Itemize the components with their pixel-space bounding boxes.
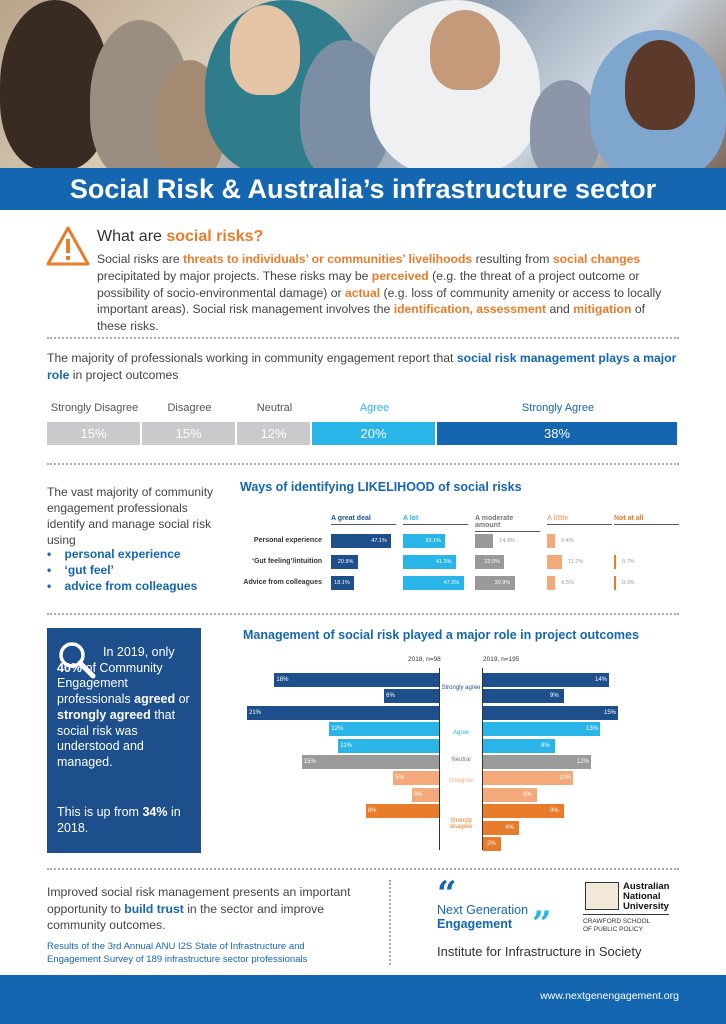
likelihood-value: 11.7% <box>567 559 584 565</box>
logo-line2: Engagement <box>437 917 513 931</box>
likelihood-row-label: Advice from colleagues <box>243 579 322 586</box>
vertical-divider <box>389 880 391 965</box>
majority-text: The majority of professionals working in community engagement report that social risk management plays a major role in project outcomes <box>47 351 677 382</box>
likelihood-value: 6.4% <box>561 538 574 544</box>
likelihood-row-label: Personal experience <box>253 537 322 544</box>
management-value: 6% <box>386 693 395 700</box>
callout-box <box>47 628 201 853</box>
text-run: social changes <box>552 252 641 266</box>
likelihood-bar <box>547 555 562 569</box>
anu-name-3: University <box>623 901 669 912</box>
anu-logo <box>583 880 683 940</box>
text-run: precipitated by major projects. These risks may be <box>97 268 372 283</box>
crawford-2: OF PUBLIC POLICY <box>583 926 643 933</box>
management-bar-2018 <box>329 722 439 736</box>
bullet-item: • advice from colleagues <box>47 579 198 593</box>
management-value: 2% <box>487 841 496 847</box>
text-run: resulting from <box>472 252 553 266</box>
text-run: Social risks are <box>97 252 184 266</box>
quote-open-icon: “ <box>437 874 457 914</box>
right-header: 2019, n=195 <box>483 656 520 663</box>
management-value: 15% <box>604 709 617 716</box>
likelihood-value: 0.3% <box>622 580 635 586</box>
management-value: 8% <box>367 808 377 815</box>
likelihood-column-header: A moderate amount <box>475 515 540 532</box>
likelihood-value: 41.3% <box>435 559 452 565</box>
institute-name: Institute for Infrastructure in Society <box>437 944 642 959</box>
likelihood-value: 23.0% <box>484 559 501 565</box>
anu-name-2: National <box>623 891 661 902</box>
agreement-label: Neutral <box>256 402 293 414</box>
likelihood-bar <box>547 534 555 548</box>
management-group-label: Strongly disagree <box>449 818 473 830</box>
likelihood-value: 47.1% <box>371 538 387 544</box>
management-value: 14% <box>595 677 608 683</box>
hero-photo <box>0 0 726 168</box>
management-value: 12% <box>577 759 590 765</box>
likelihood-bar <box>547 576 555 590</box>
text-run: or <box>175 692 190 707</box>
management-bar-2019 <box>483 722 600 736</box>
text-run: and <box>546 302 574 317</box>
divider <box>47 613 679 615</box>
vast-text: The vast majority of community engagement professionals identify and manage social risk using <box>47 485 214 547</box>
management-title: Management of social risk played a major role in project outcomes <box>243 628 639 642</box>
management-value: 13% <box>586 726 599 733</box>
crest-icon <box>585 882 619 910</box>
footer-link[interactable]: www.nextgenengagement.org <box>540 990 679 1002</box>
text-run: actual <box>344 285 381 300</box>
management-value: 9% <box>550 693 559 700</box>
management-value: 11% <box>340 742 352 749</box>
callout-up: This is up from 34% in 2018. <box>57 805 181 835</box>
management-value: 15% <box>303 759 316 765</box>
agreement-segment: 38% <box>437 422 677 445</box>
bullet-item: • personal experience <box>47 547 181 561</box>
management-value: 10% <box>559 775 572 782</box>
likelihood-bar <box>475 534 493 548</box>
management-value: 9% <box>550 808 559 815</box>
management-value: 4% <box>505 824 514 831</box>
management-value: 3% <box>413 791 423 798</box>
agreement-label: Agree <box>359 402 390 414</box>
improved-text: Improved social risk management presents an important opportunity to build trust in the sector and improve community outcomes. <box>47 885 351 932</box>
agreement-segment: 15% <box>142 422 235 445</box>
management-bar-2018 <box>247 706 439 720</box>
management-bar-2019 <box>483 755 591 769</box>
text-run: In 2019, only <box>103 645 175 659</box>
page-title: Social Risk & Australia’s infrastructure sector <box>0 168 726 210</box>
results-text: Results of the 3rd Annual ANU I2S State of Infrastructure and Engagement Survey of 189 infrastructure sector professionals <box>47 941 308 965</box>
agreement-segment: 15% <box>47 422 140 445</box>
vast-bullets <box>47 546 197 594</box>
agreement-segment: 20% <box>312 422 435 445</box>
management-value: 6% <box>523 791 532 798</box>
management-value: 12% <box>331 726 344 733</box>
text-run: that social risk was understood and managed. <box>57 707 176 769</box>
likelihood-value: 20.9% <box>337 559 354 565</box>
likelihood-value: 0.7% <box>622 559 635 565</box>
next-gen-logo <box>437 874 567 944</box>
management-bar-2019 <box>483 673 609 687</box>
text-run: mitigation <box>573 302 632 317</box>
management-group-label: Disagree <box>448 778 473 784</box>
management-value: 8% <box>541 742 550 749</box>
management-group-label: Neutral <box>451 757 471 763</box>
bullet-item: • ‘gut feel’ <box>47 563 114 577</box>
management-group-label: Agree <box>452 730 469 736</box>
management-value: 21% <box>249 709 262 716</box>
likelihood-row-label: ‘Gut feeling’/intuition <box>252 558 322 565</box>
text-run: of Community Engagement professionals <box>57 660 163 707</box>
footer-bar <box>0 975 726 1024</box>
likelihood-title: Ways of identifying LIKELIHOOD of social risks <box>240 480 522 494</box>
likelihood-value: 47.3% <box>443 580 460 586</box>
divider <box>47 337 679 339</box>
management-value: 5% <box>395 775 404 782</box>
text-run: 40% <box>57 660 83 675</box>
likelihood-column-header: A little <box>547 515 612 525</box>
quote-close-icon: ” <box>532 904 552 944</box>
text-run: of these risks. <box>97 302 646 334</box>
likelihood-value: 6.5% <box>561 580 574 586</box>
management-bar-2018 <box>274 673 439 687</box>
crawford-1: CRAWFORD SCHOOL <box>583 918 651 925</box>
management-bar-2018 <box>338 739 439 753</box>
text-run: threats to individuals’ or communities’ livelihoods <box>183 252 473 266</box>
divider <box>47 463 679 465</box>
management-bar-2019 <box>483 706 618 720</box>
logo-rule <box>583 914 669 915</box>
agreement-segment: 12% <box>237 422 310 445</box>
management-group-label: Strongly agree <box>441 685 481 691</box>
callout-text <box>57 645 195 771</box>
likelihood-bar <box>614 576 616 590</box>
what-body <box>97 251 672 335</box>
management-bar-2018 <box>302 755 439 769</box>
warning-icon <box>46 226 90 266</box>
text-run: (e.g. loss of community amenity or access to locally important areas). Social risk management involves the <box>97 285 662 317</box>
agreement-label: Strongly Agree <box>521 402 595 414</box>
likelihood-bar <box>614 555 616 569</box>
text-run: agreed <box>134 692 176 707</box>
left-header: 2018, n=98 <box>408 656 441 663</box>
likelihood-column-header: A lot <box>403 515 468 525</box>
likelihood-value: 33.1% <box>425 538 441 544</box>
likelihood-value: 14.3% <box>499 538 515 544</box>
likelihood-value: 18.1% <box>334 580 350 586</box>
likelihood-column-header: Not at all <box>614 515 679 525</box>
text-run: identification, assessment <box>393 302 547 317</box>
management-value: 18% <box>276 677 289 683</box>
divider <box>47 868 679 870</box>
text-run: (e.g. the threat of a project outcome or possibility of socio-environmental damage) or <box>97 268 640 300</box>
likelihood-value: 30.9% <box>494 580 511 586</box>
anu-name-1: Australian <box>623 881 670 892</box>
text-run: strongly agreed <box>57 707 151 722</box>
what-heading: What are social risks? <box>97 228 264 245</box>
agreement-label: Strongly Disagree <box>50 402 139 414</box>
likelihood-column-header: A great deal <box>331 515 396 525</box>
agreement-label: Disagree <box>167 402 212 414</box>
text-run: perceived <box>371 268 429 283</box>
logo-line1: Next Generation <box>437 903 529 917</box>
